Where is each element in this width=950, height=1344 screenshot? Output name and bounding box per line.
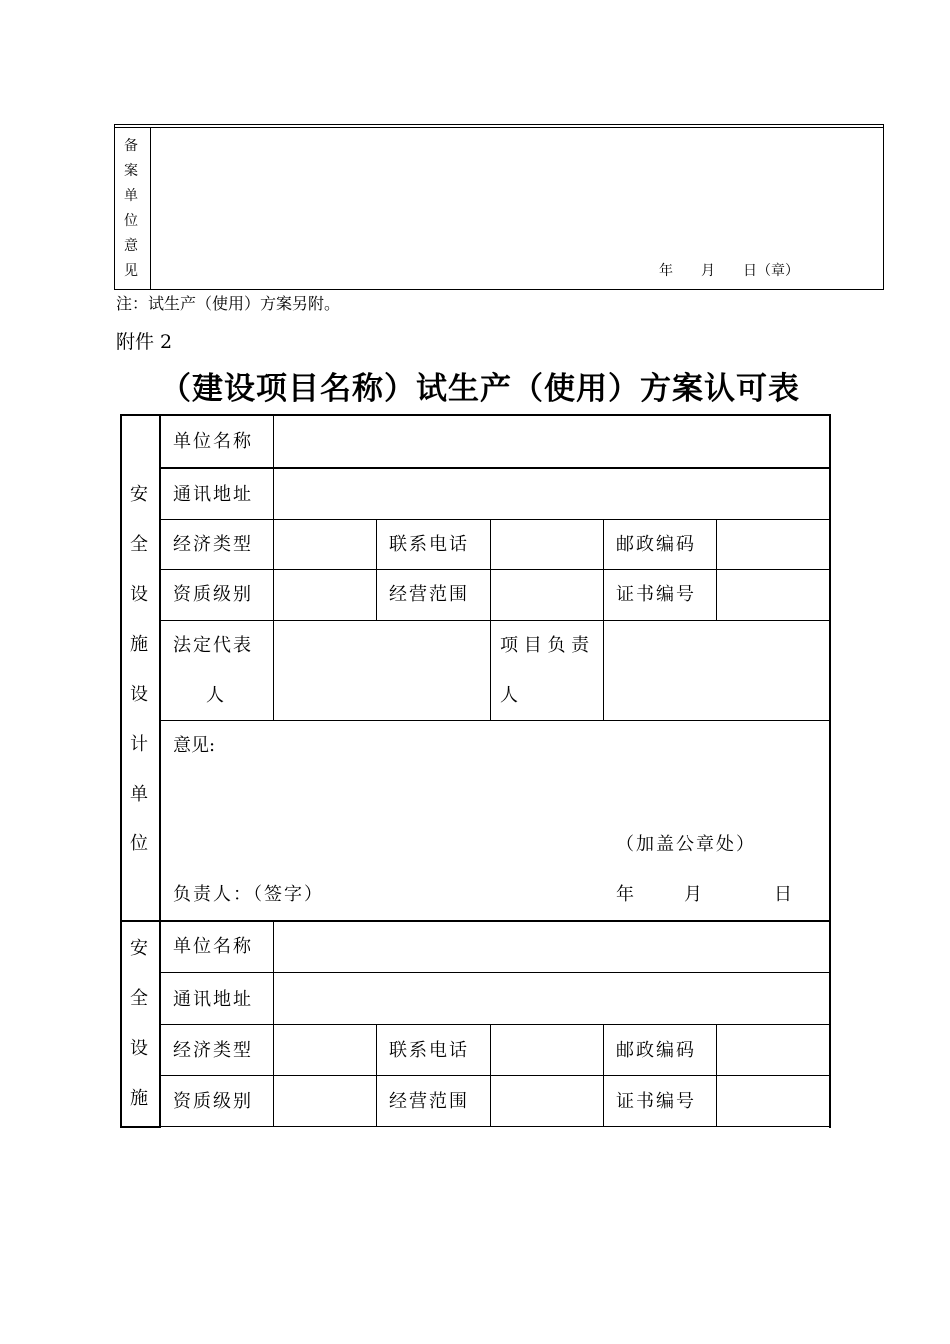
design-qualification-label: 资质级别 <box>173 584 253 605</box>
design-seal-text: （加盖公章处） <box>616 834 756 855</box>
filing-side-label-1: 案 <box>124 163 138 179</box>
design-postcode-label: 邮政编码 <box>616 534 696 555</box>
design-legal-rep-label-1: 法定代表 <box>173 635 253 656</box>
second-certificate-label: 证书编号 <box>616 1091 696 1112</box>
second-postcode-label: 邮政编码 <box>616 1040 696 1061</box>
design-side-label-6: 单 <box>130 784 150 805</box>
second-phone-label: 联系电话 <box>389 1040 469 1061</box>
design-unit-name-label: 单位名称 <box>173 431 253 452</box>
design-signer-text: 负责人：（签字） <box>173 884 324 905</box>
design-phone-label: 联系电话 <box>389 534 469 555</box>
design-address-label: 通讯地址 <box>173 484 253 505</box>
design-date-day: 日 <box>774 884 794 905</box>
design-date-month: 月 <box>684 884 704 905</box>
filing-side-label-3: 位 <box>124 213 138 229</box>
design-side-label-3: 施 <box>130 634 150 655</box>
second-side-label-3: 施 <box>130 1088 150 1109</box>
design-certificate-label: 证书编号 <box>616 584 696 605</box>
second-economy-type-label: 经济类型 <box>173 1040 253 1061</box>
design-side-label-5: 计 <box>130 734 150 755</box>
design-project-leader-label-2: 人 <box>500 685 520 706</box>
second-address-label: 通讯地址 <box>173 989 253 1010</box>
attachment-label: 附件 2 <box>116 331 173 353</box>
second-qualification-label: 资质级别 <box>173 1091 253 1112</box>
note-text: 注：试生产（使用）方案另附。 <box>116 294 341 313</box>
design-economy-type-label: 经济类型 <box>173 534 253 555</box>
second-side-label-2: 设 <box>130 1038 150 1059</box>
second-side-label-1: 全 <box>130 988 150 1009</box>
design-side-label-0: 安 <box>130 484 150 505</box>
page-title: （建设项目名称）试生产（使用）方案认可表 <box>160 371 800 407</box>
design-side-label-7: 位 <box>130 833 150 854</box>
design-date-year: 年 <box>616 884 636 905</box>
design-opinion-label: 意见: <box>173 735 216 756</box>
filing-side-label-4: 意 <box>124 238 138 254</box>
filing-side-label-5: 见 <box>124 263 138 279</box>
filing-date-line: 年 月 日（章） <box>659 263 799 279</box>
filing-side-label-2: 单 <box>124 188 138 204</box>
second-business-scope-label: 经营范围 <box>389 1091 469 1112</box>
design-legal-rep-label-2: 人 <box>206 685 226 706</box>
design-project-leader-label-1: 项 目 负 责 <box>500 635 590 656</box>
design-side-label-1: 全 <box>130 534 150 555</box>
design-side-label-4: 设 <box>130 684 150 705</box>
filing-side-label-0: 备 <box>124 138 138 154</box>
second-unit-name-label: 单位名称 <box>173 936 253 957</box>
design-business-scope-label: 经营范围 <box>389 584 469 605</box>
design-side-label-2: 设 <box>130 584 150 605</box>
second-side-label-0: 安 <box>130 938 150 959</box>
